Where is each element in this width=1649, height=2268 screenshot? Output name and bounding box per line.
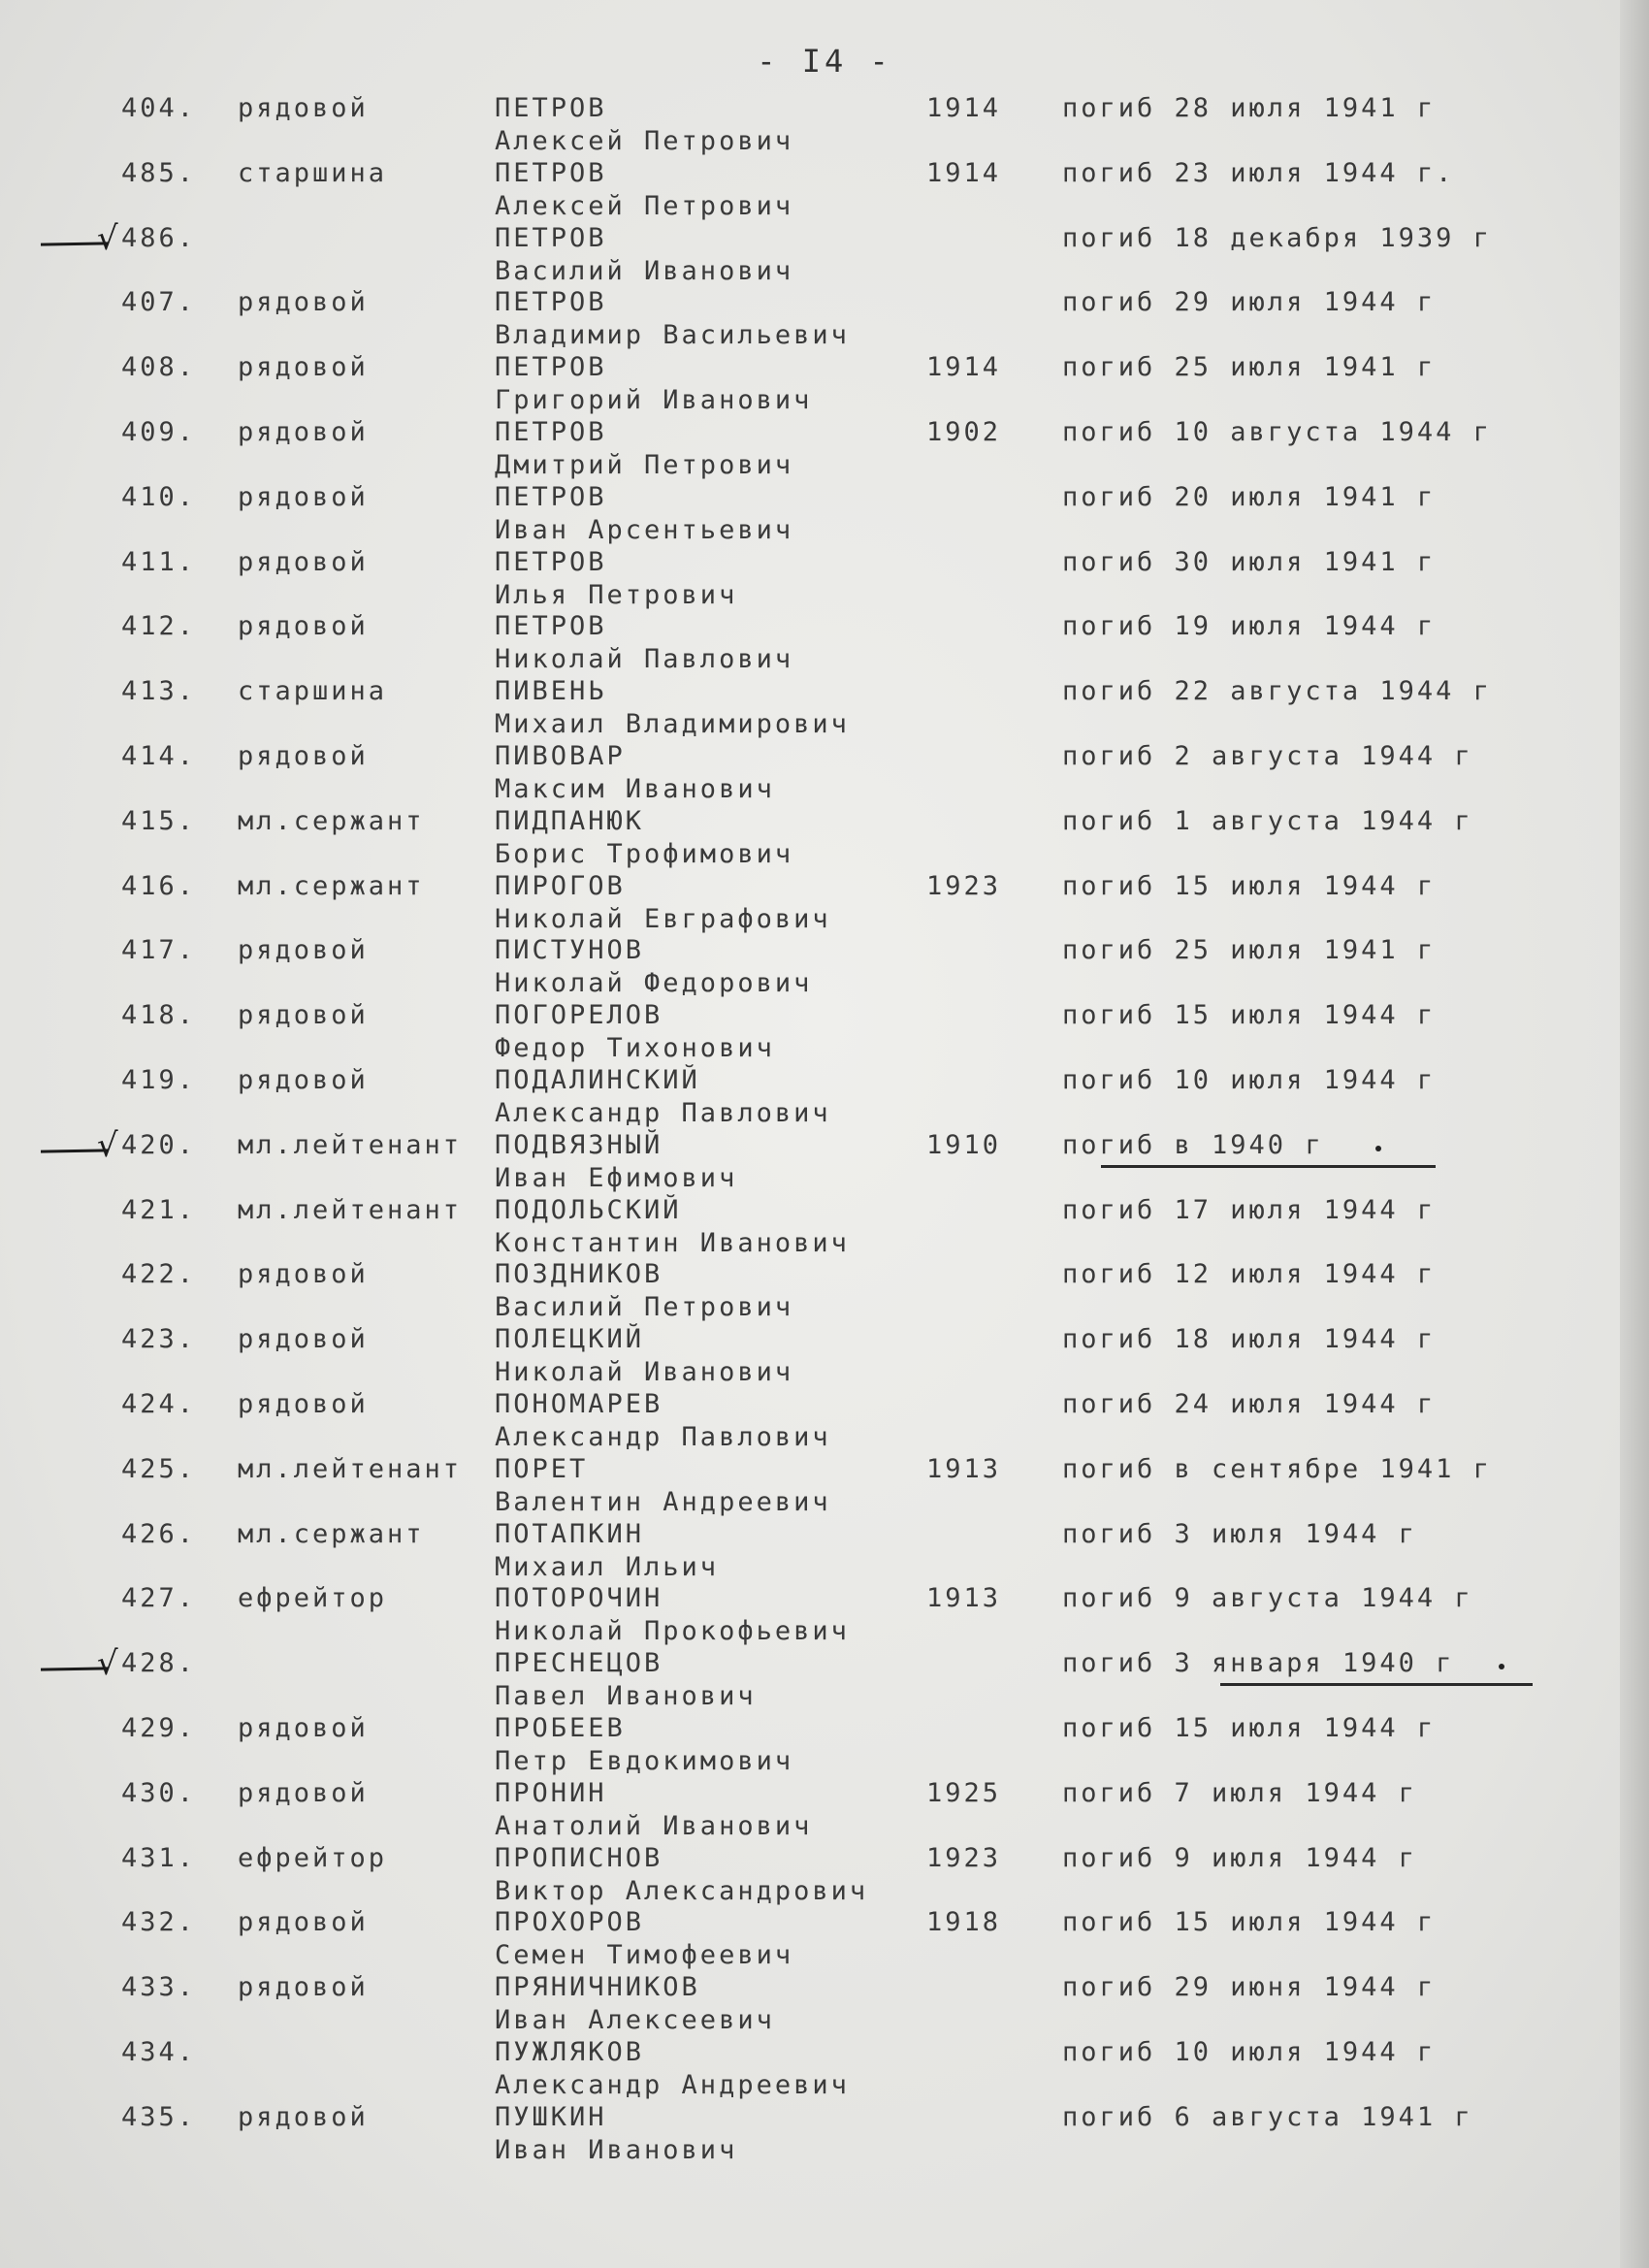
entry-number: 431. xyxy=(121,1842,197,1873)
list-item xyxy=(0,352,1649,417)
entry-number: 435. xyxy=(121,2101,197,2132)
list-item xyxy=(0,1389,1649,1454)
death-record: погиб 3 января 1940 г xyxy=(1062,1648,1455,1679)
military-rank: рядовой xyxy=(238,1324,369,1355)
entry-number: 408. xyxy=(121,352,197,383)
given-name-patronymic: Семен Тимофеевич xyxy=(495,1940,794,1971)
given-name-patronymic: Валентин Андреевич xyxy=(495,1486,831,1517)
death-record: погиб 25 июля 1941 г xyxy=(1062,935,1437,966)
death-record: погиб 1 августа 1944 г xyxy=(1062,805,1473,836)
entry-number: 424. xyxy=(121,1388,197,1419)
list-item xyxy=(0,1125,1649,1195)
given-name-patronymic: Александр Павлович xyxy=(495,1421,831,1452)
surname: ПОНОМАРЕВ xyxy=(495,1388,663,1419)
military-rank: мл.лейтенант xyxy=(238,1194,463,1225)
surname: ПИВЕНЬ xyxy=(495,676,607,707)
surname: ПЕТРОВ xyxy=(495,222,607,253)
death-record: погиб в 1940 г xyxy=(1062,1129,1324,1160)
surname: ПУЖЛЯКОВ xyxy=(495,2036,645,2067)
list-item xyxy=(0,611,1649,676)
surname: ПОТОРОЧИН xyxy=(495,1583,663,1614)
death-record: погиб 9 июля 1944 г xyxy=(1062,1842,1417,1873)
military-rank: рядовой xyxy=(238,2101,369,2132)
birth-year: 1902 xyxy=(926,416,1002,447)
death-record: погиб 18 июля 1944 г xyxy=(1062,1324,1437,1355)
entry-number: 417. xyxy=(121,935,197,966)
surname: ПРОНИН xyxy=(495,1777,607,1808)
list-item xyxy=(0,158,1649,223)
entry-number: 427. xyxy=(121,1583,197,1614)
list-item xyxy=(0,1454,1649,1519)
handwritten-check-icon: √ xyxy=(97,1125,118,1165)
entry-number: 485. xyxy=(121,157,197,188)
birth-year: 1910 xyxy=(926,1129,1002,1160)
list-item xyxy=(0,1907,1649,1972)
military-rank: рядовой xyxy=(238,352,369,383)
surname: ПЕТРОВ xyxy=(495,481,607,512)
given-name-patronymic: Иван Иванович xyxy=(495,2134,738,2165)
given-name-patronymic: Иван Алексеевич xyxy=(495,2005,775,2036)
list-item xyxy=(0,1519,1649,1584)
entry-number: 422. xyxy=(121,1259,197,1290)
death-record: погиб 25 июля 1941 г xyxy=(1062,352,1437,383)
surname: ПЕТРОВ xyxy=(495,287,607,318)
surname: ПРОБЕЕВ xyxy=(495,1712,626,1743)
list-item xyxy=(0,1000,1649,1065)
surname: ПИСТУНОВ xyxy=(495,935,645,966)
entry-number: 420. xyxy=(121,1129,197,1160)
entry-number: 416. xyxy=(121,870,197,901)
military-rank: рядовой xyxy=(238,416,369,447)
given-name-patronymic: Илья Петрович xyxy=(495,579,738,610)
given-name-patronymic: Анатолий Иванович xyxy=(495,1810,813,1841)
surname: ПРОХОРОВ xyxy=(495,1907,645,1938)
military-rank: рядовой xyxy=(238,1000,369,1031)
entry-number: 409. xyxy=(121,416,197,447)
handwritten-check-icon: √ xyxy=(97,1644,118,1684)
entry-number: 423. xyxy=(121,1324,197,1355)
military-rank: ефрейтор xyxy=(238,1583,388,1614)
death-record: погиб 10 июля 1944 г xyxy=(1062,1064,1437,1095)
death-record: погиб 18 декабря 1939 г xyxy=(1062,222,1492,253)
surname: ПОЛЕЦКИЙ xyxy=(495,1324,645,1355)
list-item xyxy=(0,935,1649,1000)
military-rank: рядовой xyxy=(238,740,369,771)
list-item xyxy=(0,806,1649,871)
military-rank: рядовой xyxy=(238,93,369,123)
given-name-patronymic: Иван Ефимович xyxy=(495,1162,738,1193)
ink-dot xyxy=(1375,1146,1381,1151)
death-record: погиб 3 июля 1944 г xyxy=(1062,1518,1417,1549)
list-item xyxy=(0,871,1649,936)
birth-year: 1923 xyxy=(926,1842,1002,1873)
list-item xyxy=(0,1843,1649,1908)
military-rank: мл.сержант xyxy=(238,1518,425,1549)
list-item xyxy=(0,482,1649,547)
list-item xyxy=(0,741,1649,806)
death-record: погиб 23 июля 1944 г. xyxy=(1062,157,1455,188)
death-record: погиб 17 июля 1944 г xyxy=(1062,1194,1437,1225)
given-name-patronymic: Григорий Иванович xyxy=(495,385,813,416)
birth-year: 1914 xyxy=(926,157,1002,188)
list-item xyxy=(0,1583,1649,1648)
entry-number: 421. xyxy=(121,1194,197,1225)
death-record: погиб 6 августа 1941 г xyxy=(1062,2101,1473,2132)
surname: ПЕТРОВ xyxy=(495,546,607,577)
death-record: погиб 24 июля 1944 г xyxy=(1062,1388,1437,1419)
entry-number: 411. xyxy=(121,546,197,577)
entry-number: 413. xyxy=(121,676,197,707)
military-rank: рядовой xyxy=(238,611,369,642)
list-item xyxy=(0,1324,1649,1389)
page-number: - I4 - xyxy=(757,43,892,80)
given-name-patronymic: Виктор Александрович xyxy=(495,1875,869,1906)
given-name-patronymic: Василий Иванович xyxy=(495,255,794,286)
given-name-patronymic: Николай Иванович xyxy=(495,1357,794,1388)
list-item xyxy=(0,1195,1649,1260)
military-rank: рядовой xyxy=(238,1259,369,1290)
death-record: погиб 2 августа 1944 г xyxy=(1062,740,1473,771)
military-rank: рядовой xyxy=(238,1907,369,1938)
list-item xyxy=(0,1065,1649,1130)
given-name-patronymic: Николай Федорович xyxy=(495,968,813,999)
death-record: погиб 10 июля 1944 г xyxy=(1062,2036,1437,2067)
death-record: погиб 29 июля 1944 г xyxy=(1062,287,1437,318)
entry-number: 432. xyxy=(121,1907,197,1938)
death-record: погиб 15 июля 1944 г xyxy=(1062,1712,1437,1743)
handwritten-underline xyxy=(1101,1165,1436,1168)
list-item xyxy=(0,1644,1649,1713)
surname: ПОРЕТ xyxy=(495,1453,589,1484)
birth-year: 1914 xyxy=(926,352,1002,383)
entry-number: 410. xyxy=(121,481,197,512)
handwritten-check-icon: √ xyxy=(97,218,118,258)
military-rank: ефрейтор xyxy=(238,1842,388,1873)
surname: ПРЯНИЧНИКОВ xyxy=(495,1972,700,2003)
military-rank: старшина xyxy=(238,676,388,707)
list-item xyxy=(0,547,1649,612)
surname: ПЕТРОВ xyxy=(495,416,607,447)
surname: ПИРОГОВ xyxy=(495,870,626,901)
surname: ПРОПИСНОВ xyxy=(495,1842,663,1873)
list-item xyxy=(0,2037,1649,2102)
entry-number: 426. xyxy=(121,1518,197,1549)
death-record: погиб 28 июля 1941 г xyxy=(1062,93,1437,123)
death-record: погиб 10 августа 1944 г xyxy=(1062,416,1492,447)
birth-year: 1913 xyxy=(926,1583,1002,1614)
entry-number: 486. xyxy=(121,222,197,253)
list-item xyxy=(0,218,1649,288)
given-name-patronymic: Михаил Владимирович xyxy=(495,709,850,740)
list-item xyxy=(0,417,1649,482)
military-rank: мл.сержант xyxy=(238,870,425,901)
given-name-patronymic: Александр Андреевич xyxy=(495,2069,850,2100)
entry-number: 429. xyxy=(121,1712,197,1743)
surname: ПЕТРОВ xyxy=(495,611,607,642)
entry-number: 434. xyxy=(121,2036,197,2067)
death-record: погиб 19 июля 1944 г xyxy=(1062,611,1437,642)
surname: ПУШКИН xyxy=(495,2101,607,2132)
given-name-patronymic: Николай Прокофьевич xyxy=(495,1616,850,1647)
military-rank: рядовой xyxy=(238,935,369,966)
death-record: погиб 9 августа 1944 г xyxy=(1062,1583,1473,1614)
surname: ПЕТРОВ xyxy=(495,93,607,123)
death-record: погиб 12 июля 1944 г xyxy=(1062,1259,1437,1290)
list-item xyxy=(0,676,1649,741)
entry-number: 407. xyxy=(121,287,197,318)
entry-number: 418. xyxy=(121,1000,197,1031)
military-rank: мл.сержант xyxy=(238,805,425,836)
surname: ПИВОВАР xyxy=(495,740,626,771)
military-rank: рядовой xyxy=(238,1712,369,1743)
given-name-patronymic: Павел Иванович xyxy=(495,1681,757,1712)
given-name-patronymic: Василий Петрович xyxy=(495,1292,794,1323)
military-rank: рядовой xyxy=(238,1972,369,2003)
birth-year: 1923 xyxy=(926,870,1002,901)
given-name-patronymic: Алексей Петрович xyxy=(495,190,794,221)
entry-number: 412. xyxy=(121,611,197,642)
entry-number: 433. xyxy=(121,1972,197,2003)
military-rank: мл.лейтенант xyxy=(238,1129,463,1160)
surname: ПЕТРОВ xyxy=(495,157,607,188)
birth-year: 1925 xyxy=(926,1777,1002,1808)
list-item xyxy=(0,1713,1649,1778)
death-record: погиб 15 июля 1944 г xyxy=(1062,1907,1437,1938)
surname: ПОЗДНИКОВ xyxy=(495,1259,663,1290)
list-item xyxy=(0,2102,1649,2167)
surname: ПОТАПКИН xyxy=(495,1518,645,1549)
death-record: погиб 22 августа 1944 г xyxy=(1062,676,1492,707)
entry-list xyxy=(0,93,1649,2167)
military-rank: рядовой xyxy=(238,1388,369,1419)
surname: ПОГОРЕЛОВ xyxy=(495,1000,663,1031)
given-name-patronymic: Петр Евдокимович xyxy=(495,1745,794,1776)
surname: ПЕТРОВ xyxy=(495,352,607,383)
death-record: погиб 29 июня 1944 г xyxy=(1062,1972,1437,2003)
birth-year: 1913 xyxy=(926,1453,1002,1484)
birth-year: 1918 xyxy=(926,1907,1002,1938)
entry-number: 428. xyxy=(121,1648,197,1679)
military-rank: рядовой xyxy=(238,481,369,512)
entry-number: 419. xyxy=(121,1064,197,1095)
handwritten-underline xyxy=(1220,1683,1533,1686)
death-record: погиб в сентябре 1941 г xyxy=(1062,1453,1492,1484)
list-item xyxy=(0,287,1649,352)
entry-number: 430. xyxy=(121,1777,197,1808)
entry-number: 425. xyxy=(121,1453,197,1484)
list-item xyxy=(0,1778,1649,1843)
death-record: погиб 15 июля 1944 г xyxy=(1062,1000,1437,1031)
surname: ПРЕСНЕЦОВ xyxy=(495,1648,663,1679)
given-name-patronymic: Михаил Ильич xyxy=(495,1551,720,1582)
entry-number: 415. xyxy=(121,805,197,836)
death-record: погиб 30 июля 1941 г xyxy=(1062,546,1437,577)
given-name-patronymic: Александр Павлович xyxy=(495,1097,831,1128)
military-rank: рядовой xyxy=(238,1064,369,1095)
given-name-patronymic: Дмитрий Петрович xyxy=(495,449,794,480)
given-name-patronymic: Иван Арсентьевич xyxy=(495,514,794,545)
surname: ПОДОЛЬСКИЙ xyxy=(495,1194,682,1225)
list-item xyxy=(0,1259,1649,1324)
birth-year: 1914 xyxy=(926,93,1002,123)
military-rank: рядовой xyxy=(238,546,369,577)
given-name-patronymic: Владимир Васильевич xyxy=(495,320,850,351)
entry-number: 414. xyxy=(121,740,197,771)
military-rank: рядовой xyxy=(238,1777,369,1808)
death-record: погиб 7 июля 1944 г xyxy=(1062,1777,1417,1808)
surname: ПИДПАНЮК xyxy=(495,805,645,836)
list-item xyxy=(0,1972,1649,2037)
military-rank: рядовой xyxy=(238,287,369,318)
given-name-patronymic: Максим Иванович xyxy=(495,773,775,804)
military-rank: мл.лейтенант xyxy=(238,1453,463,1484)
ink-dot xyxy=(1499,1664,1504,1669)
list-item xyxy=(0,93,1649,158)
given-name-patronymic: Федор Тихонович xyxy=(495,1033,775,1064)
death-record: погиб 15 июля 1944 г xyxy=(1062,870,1437,901)
military-rank: старшина xyxy=(238,157,388,188)
given-name-patronymic: Николай Евграфович xyxy=(495,903,831,934)
surname: ПОДВЯЗНЫЙ xyxy=(495,1129,663,1160)
death-record: погиб 20 июля 1941 г xyxy=(1062,481,1437,512)
given-name-patronymic: Борис Трофимович xyxy=(495,838,794,869)
entry-number: 404. xyxy=(121,93,197,123)
given-name-patronymic: Алексей Петрович xyxy=(495,126,794,156)
given-name-patronymic: Константин Иванович xyxy=(495,1227,850,1258)
surname: ПОДАЛИНСКИЙ xyxy=(495,1064,700,1095)
given-name-patronymic: Николай Павлович xyxy=(495,644,794,675)
